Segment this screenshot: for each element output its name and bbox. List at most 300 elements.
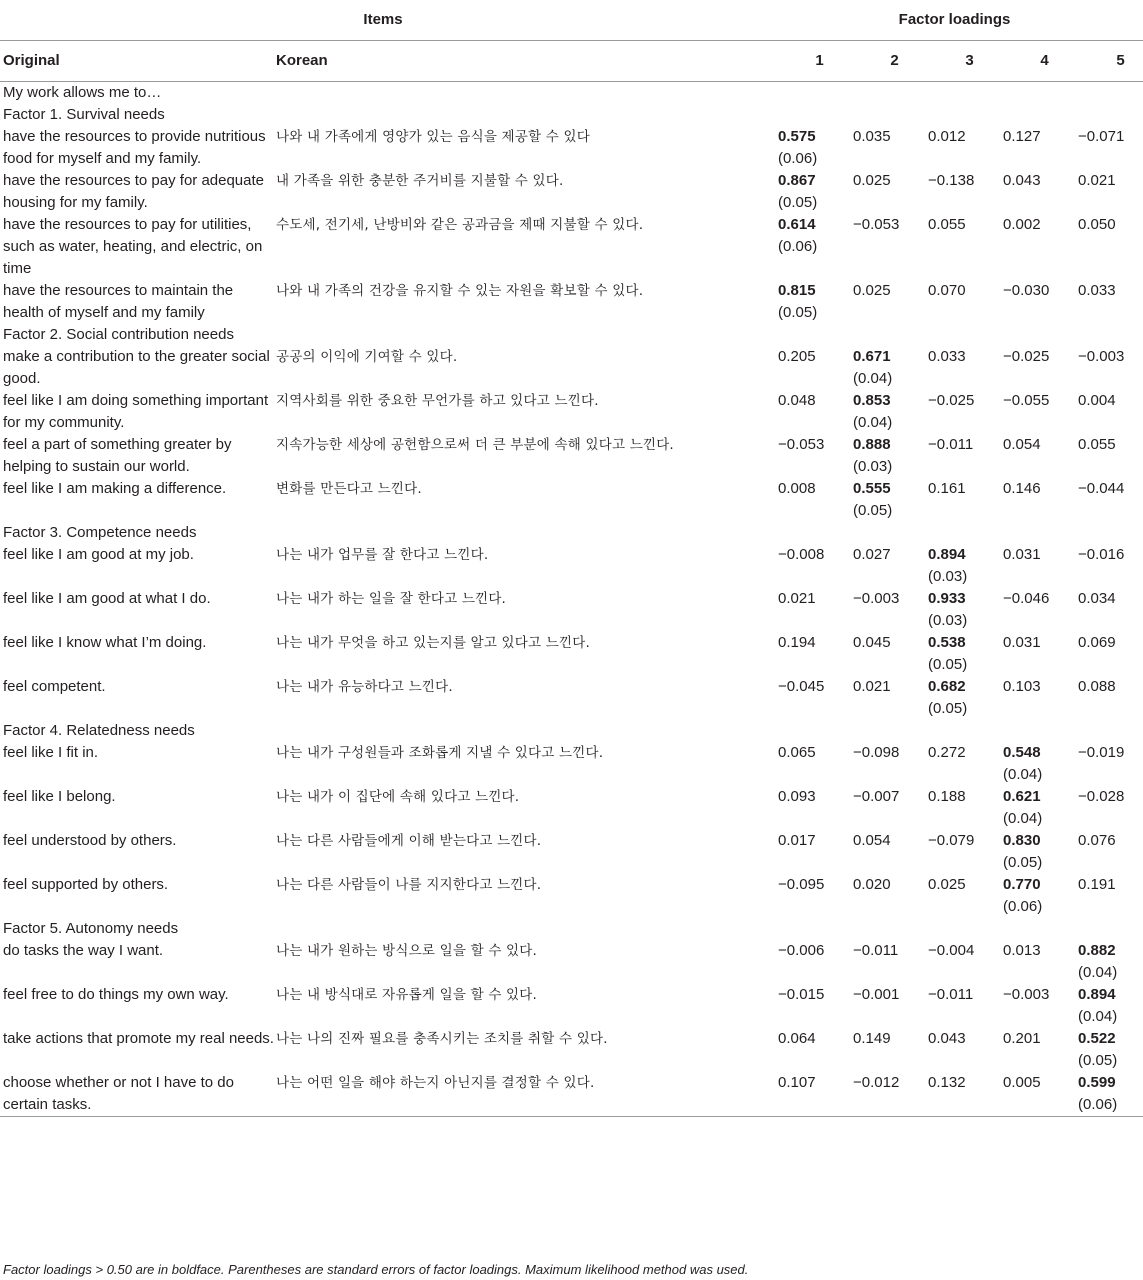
table-row [0, 984, 1143, 1028]
factor-loadings-header: Factor loadings [766, 0, 1143, 41]
loading-value: −0.011 [853, 942, 899, 959]
original-column-header: Original [0, 41, 276, 82]
header-row-groups [0, 0, 1143, 41]
loading-value: −0.025 [928, 392, 975, 409]
loading-cell-factor-5 [1066, 588, 1143, 632]
standard-error: (0.05) [928, 700, 968, 717]
loading-cell-factor-4 [991, 676, 1066, 720]
loading-cell-factor-5 [1066, 1028, 1143, 1072]
loading-cell-factor-2 [841, 786, 916, 830]
standard-error: (0.05) [1078, 1052, 1118, 1069]
loading-value: −0.071 [1078, 128, 1125, 145]
loading-value: −0.079 [928, 832, 975, 849]
korean-item-text: 나는 내가 업무를 잘 한다고 느낀다. [276, 547, 489, 563]
loading-cell-factor-4 [991, 346, 1066, 390]
loading-cell-factor-1 [766, 632, 841, 676]
loading-cell-factor-2 [841, 830, 916, 874]
loading-cell-factor-4 [991, 588, 1066, 632]
loading-cell-factor-3 [916, 126, 991, 170]
loading-value: −0.138 [928, 172, 975, 189]
factor-group-row [0, 522, 1143, 544]
loading-value: 0.132 [928, 1074, 966, 1091]
loading-value: −0.003 [1078, 348, 1125, 365]
loading-value-bold: 0.548 [1003, 744, 1041, 761]
loading-value: −0.015 [778, 986, 825, 1003]
loading-cell-factor-3 [916, 940, 991, 984]
loading-cell-factor-3 [916, 346, 991, 390]
standard-error: (0.06) [1003, 898, 1043, 915]
loading-cell-factor-1 [766, 874, 841, 918]
standard-error: (0.05) [778, 304, 818, 321]
korean-item-text: 나는 내가 유능하다고 느낀다. [276, 679, 453, 695]
loading-value: 0.031 [1003, 546, 1041, 563]
original-item-text: feel like I am doing something important for my community. [3, 392, 269, 431]
loading-cell-factor-1 [766, 1072, 841, 1117]
loading-value: −0.098 [853, 744, 900, 761]
loading-value: 0.055 [1078, 436, 1116, 453]
loading-value: 0.021 [853, 678, 891, 695]
korean-item-text: 나는 내가 구성원들과 조화롭게 지낼 수 있다고 느낀다. [276, 745, 604, 761]
loading-cell-factor-1 [766, 676, 841, 720]
loading-value: 0.127 [1003, 128, 1041, 145]
original-item-text: have the resources to maintain the health of myself and my family [3, 282, 234, 321]
loading-cell-factor-1 [766, 126, 841, 170]
loading-cell-factor-1 [766, 742, 841, 786]
original-item-text: feel understood by others. [3, 832, 177, 849]
standard-error: (0.04) [1003, 766, 1043, 783]
loading-value: 0.025 [928, 876, 966, 893]
korean-item-text: 지역사회를 위한 중요한 무언가를 하고 있다고 느낀다. [276, 393, 599, 409]
loading-cell-factor-2 [841, 544, 916, 588]
korean-item-text: 나는 내가 원하는 방식으로 일을 할 수 있다. [276, 943, 538, 959]
loading-value: 0.043 [928, 1030, 966, 1047]
loading-cell-factor-5 [1066, 874, 1143, 918]
loading-cell-factor-5 [1066, 478, 1143, 522]
loading-value: 0.027 [853, 546, 891, 563]
loading-cell-factor-4 [991, 940, 1066, 984]
original-item-text: feel like I am good at what I do. [3, 590, 211, 607]
korean-item-text: 나는 다른 사람들이 나를 지지한다고 느낀다. [276, 877, 542, 893]
table-row [0, 940, 1143, 984]
loading-value: 0.031 [1003, 634, 1041, 651]
standard-error: (0.04) [1078, 1008, 1118, 1025]
original-item-text: do tasks the way I want. [3, 942, 164, 959]
loading-cell-factor-3 [916, 280, 991, 324]
original-item-text: choose whether or not I have to do certain tasks. [0, 1072, 276, 1117]
loading-value: 0.161 [928, 480, 966, 497]
loading-cell-factor-1 [766, 940, 841, 984]
loading-value: −0.019 [1078, 744, 1125, 761]
table-row [0, 544, 1143, 588]
table-row [0, 830, 1143, 874]
loading-value: 0.048 [778, 392, 816, 409]
loading-cell-factor-5 [1066, 390, 1143, 434]
loading-value: 0.005 [1003, 1074, 1041, 1091]
loading-value-bold: 0.538 [928, 634, 966, 651]
loading-value: −0.045 [778, 678, 825, 695]
loading-value: 0.025 [853, 172, 891, 189]
standard-error: (0.03) [853, 458, 893, 475]
standard-error: (0.05) [928, 656, 968, 673]
loading-value-bold: 0.894 [928, 546, 966, 563]
loading-value: 0.008 [778, 480, 816, 497]
table-row [0, 874, 1143, 918]
loading-value: 0.021 [1078, 172, 1116, 189]
loading-value-bold: 0.815 [778, 282, 816, 299]
standard-error: (0.04) [853, 370, 893, 387]
loading-cell-factor-1 [766, 280, 841, 324]
loading-cell-factor-2 [841, 170, 916, 214]
loading-value: −0.008 [778, 546, 825, 563]
original-item-text: feel like I belong. [3, 788, 116, 805]
standard-error: (0.06) [778, 150, 818, 167]
table-row [0, 632, 1143, 676]
loading-value: 0.076 [1078, 832, 1116, 849]
loading-cell-factor-5 [1066, 940, 1143, 984]
loading-value: 0.013 [1003, 942, 1041, 959]
loading-cell-factor-1 [766, 434, 841, 478]
table-row [0, 478, 1143, 522]
loading-cell-factor-5 [1066, 170, 1143, 214]
loading-value: 0.272 [928, 744, 966, 761]
loading-value-bold: 0.770 [1003, 876, 1041, 893]
standard-error: (0.04) [853, 414, 893, 431]
loading-value-bold: 0.599 [1078, 1074, 1116, 1091]
original-item-text: feel like I fit in. [3, 744, 99, 761]
loading-cell-factor-4 [991, 478, 1066, 522]
factor-group-row [0, 324, 1143, 346]
loading-cell-factor-1 [766, 830, 841, 874]
standard-error: (0.05) [1003, 854, 1043, 871]
table-row [0, 390, 1143, 434]
loading-cell-factor-3 [916, 390, 991, 434]
loading-cell-factor-4 [991, 434, 1066, 478]
loading-cell-factor-5 [1066, 280, 1143, 324]
loading-cell-factor-3 [916, 170, 991, 214]
korean-item-text: 지속가능한 세상에 공헌함으로써 더 큰 부분에 속해 있다고 느낀다. [276, 437, 674, 453]
loading-value: 0.188 [928, 788, 966, 805]
table-row [0, 170, 1143, 214]
original-item-text: feel supported by others. [3, 876, 169, 893]
loading-cell-factor-5 [1066, 676, 1143, 720]
loading-value: −0.006 [778, 942, 825, 959]
loading-cell-factor-4 [991, 1028, 1066, 1072]
standard-error: (0.06) [778, 238, 818, 255]
loading-value: 0.093 [778, 788, 816, 805]
korean-item-text: 공공의 이익에 기여할 수 있다. [276, 349, 458, 365]
loading-value: 0.021 [778, 590, 816, 607]
factor-group-title: Factor 5. Autonomy needs [3, 920, 179, 937]
factor-group-row [0, 918, 1143, 940]
loading-cell-factor-1 [766, 170, 841, 214]
loading-cell-factor-5 [1066, 434, 1143, 478]
original-item-text: feel a part of something greater by helping to sustain our world. [3, 436, 232, 475]
loading-cell-factor-2 [841, 126, 916, 170]
loading-cell-factor-1 [766, 1028, 841, 1072]
loading-value: 0.194 [778, 634, 816, 651]
factor-group-title: Factor 1. Survival needs [3, 106, 165, 123]
loading-value: −0.003 [853, 590, 900, 607]
loading-cell-factor-5 [1066, 544, 1143, 588]
korean-item-text: 변화를 만든다고 느낀다. [276, 481, 422, 497]
loading-cell-factor-3 [916, 676, 991, 720]
loading-value: 0.191 [1078, 876, 1116, 893]
header-row-columns [0, 41, 1143, 82]
original-item-text: feel like I am making a difference. [3, 480, 227, 497]
loading-cell-factor-1 [766, 588, 841, 632]
loading-cell-factor-3 [916, 874, 991, 918]
loading-value: 0.004 [1078, 392, 1116, 409]
loading-cell-factor-2 [841, 984, 916, 1028]
loading-value: 0.054 [853, 832, 891, 849]
loading-value: 0.107 [778, 1074, 816, 1091]
korean-column-header: Korean [276, 41, 766, 82]
korean-item-text: 나는 어떤 일을 해야 하는지 아닌지를 결정할 수 있다. [276, 1072, 766, 1117]
loading-value-bold: 0.575 [778, 128, 816, 145]
table-row [0, 1072, 1143, 1117]
loading-value: 0.020 [853, 876, 891, 893]
loading-value: 0.025 [853, 282, 891, 299]
loading-value: −0.046 [1003, 590, 1050, 607]
loading-value: 0.043 [1003, 172, 1041, 189]
loading-cell-factor-3 [916, 830, 991, 874]
loading-cell-factor-2 [841, 346, 916, 390]
loading-value: 0.064 [778, 1030, 816, 1047]
loading-value: 0.035 [853, 128, 891, 145]
loading-value: −0.030 [1003, 282, 1050, 299]
loading-cell-factor-3 [916, 1028, 991, 1072]
table-row [0, 214, 1143, 280]
loading-value-bold: 0.614 [778, 216, 816, 233]
loading-cell-factor-3 [916, 478, 991, 522]
loading-cell-factor-1 [766, 544, 841, 588]
loading-cell-factor-3 [916, 786, 991, 830]
table-row [0, 346, 1143, 390]
loading-value: 0.002 [1003, 216, 1041, 233]
loading-value: −0.053 [853, 216, 900, 233]
factor-5-header: 5 [1066, 41, 1143, 82]
korean-item-text: 나와 내 가족의 건강을 유지할 수 있는 자원을 확보할 수 있다. [276, 283, 644, 299]
factor-group-row [0, 104, 1143, 126]
loading-cell-factor-5 [1066, 830, 1143, 874]
loading-value-bold: 0.894 [1078, 986, 1116, 1003]
original-item-text: have the resources to provide nutritious food for myself and my family. [3, 128, 266, 167]
original-item-text: feel competent. [3, 678, 106, 695]
table-row [0, 280, 1143, 324]
loading-cell-factor-2 [841, 742, 916, 786]
loading-cell-factor-4 [991, 544, 1066, 588]
loading-value-bold: 0.853 [853, 392, 891, 409]
loading-cell-factor-4 [991, 280, 1066, 324]
loading-cell-factor-2 [841, 390, 916, 434]
loading-value-bold: 0.867 [778, 172, 816, 189]
table-row [0, 786, 1143, 830]
loading-value: 0.045 [853, 634, 891, 651]
items-header: Items [0, 0, 766, 41]
loading-cell-factor-5 [1066, 632, 1143, 676]
loading-cell-factor-3 [916, 214, 991, 280]
loading-value: −0.003 [1003, 986, 1050, 1003]
loading-cell-factor-2 [841, 280, 916, 324]
loading-cell-factor-1 [766, 478, 841, 522]
loading-cell-factor-4 [991, 984, 1066, 1028]
loading-value: −0.053 [778, 436, 825, 453]
loading-cell-factor-2 [841, 434, 916, 478]
loading-value: −0.011 [928, 436, 974, 453]
factor-group-title: Factor 3. Competence needs [3, 524, 197, 541]
factor-group-title: Factor 2. Social contribution needs [3, 326, 234, 343]
korean-item-text: 나는 내가 무엇을 하고 있는지를 알고 있다고 느낀다. [276, 635, 590, 651]
loading-cell-factor-5 [1066, 126, 1143, 170]
loading-value-bold: 0.882 [1078, 942, 1116, 959]
original-item-text: have the resources to pay for utilities, such as water, heating, and electric, on time [3, 216, 263, 277]
loading-value-bold: 0.555 [853, 480, 891, 497]
loading-cell-factor-4 [991, 742, 1066, 786]
standard-error: (0.03) [928, 568, 968, 585]
standard-error: (0.04) [1078, 964, 1118, 981]
loading-cell-factor-2 [841, 478, 916, 522]
loading-cell-factor-5 [1066, 786, 1143, 830]
loading-value: 0.033 [928, 348, 966, 365]
loading-cell-factor-3 [916, 544, 991, 588]
loading-value: −0.028 [1078, 788, 1125, 805]
loading-cell-factor-5 [1066, 984, 1143, 1028]
loading-value: 0.054 [1003, 436, 1041, 453]
loading-cell-factor-3 [916, 434, 991, 478]
loading-value: 0.205 [778, 348, 816, 365]
standard-error: (0.06) [1078, 1096, 1118, 1113]
loading-cell-factor-3 [916, 1072, 991, 1117]
factor-2-header: 2 [841, 41, 916, 82]
factor-group-row [0, 720, 1143, 742]
loading-cell-factor-4 [991, 874, 1066, 918]
intro-text: My work allows me to… [3, 84, 162, 101]
korean-item-text: 수도세, 전기세, 난방비와 같은 공과금을 제때 지불할 수 있다. [276, 217, 644, 233]
loading-cell-factor-1 [766, 346, 841, 390]
loading-cell-factor-1 [766, 984, 841, 1028]
table-row [0, 434, 1143, 478]
loading-value: −0.004 [928, 942, 975, 959]
loading-value: 0.146 [1003, 480, 1041, 497]
loading-value: 0.055 [928, 216, 966, 233]
factor-3-header: 3 [916, 41, 991, 82]
loading-cell-factor-5 [1066, 742, 1143, 786]
original-item-text: make a contribution to the greater social good. [3, 348, 270, 387]
loading-cell-factor-2 [841, 588, 916, 632]
loading-cell-factor-4 [991, 126, 1066, 170]
table-row [0, 588, 1143, 632]
loading-cell-factor-2 [841, 940, 916, 984]
loading-cell-factor-5 [1066, 214, 1143, 280]
loading-value-bold: 0.682 [928, 678, 966, 695]
loading-cell-factor-2 [841, 874, 916, 918]
loading-value: −0.095 [778, 876, 825, 893]
loading-cell-factor-4 [991, 830, 1066, 874]
intro-row [0, 82, 1143, 105]
loading-cell-factor-4 [991, 786, 1066, 830]
loading-cell-factor-3 [916, 742, 991, 786]
table-row [0, 676, 1143, 720]
loading-cell-factor-3 [916, 588, 991, 632]
factor-1-header: 1 [766, 41, 841, 82]
loading-value: 0.103 [1003, 678, 1041, 695]
loading-cell-factor-2 [841, 1072, 916, 1117]
loading-cell-factor-1 [766, 214, 841, 280]
loading-cell-factor-4 [991, 1072, 1066, 1117]
factor-group-title: Factor 4. Relatedness needs [3, 722, 195, 739]
standard-error: (0.03) [928, 612, 968, 629]
loading-value: −0.007 [853, 788, 900, 805]
loading-value: 0.065 [778, 744, 816, 761]
loading-cell-factor-1 [766, 786, 841, 830]
loading-value: −0.055 [1003, 392, 1050, 409]
original-item-text: have the resources to pay for adequate housing for my family. [3, 172, 265, 211]
korean-item-text: 나는 내가 하는 일을 잘 한다고 느낀다. [276, 591, 507, 607]
table-row [0, 1028, 1143, 1072]
standard-error: (0.05) [778, 194, 818, 211]
loading-value: −0.044 [1078, 480, 1125, 497]
loading-value: −0.012 [853, 1074, 900, 1091]
loading-value: 0.070 [928, 282, 966, 299]
table-row [0, 742, 1143, 786]
korean-item-text: 내 가족을 위한 충분한 주거비를 지불할 수 있다. [276, 173, 564, 189]
korean-item-text: 나는 나의 진짜 필요를 충족시키는 조치를 취할 수 있다. [276, 1031, 608, 1047]
original-item-text: feel like I know what I’m doing. [3, 634, 207, 651]
loading-value-bold: 0.933 [928, 590, 966, 607]
loading-cell-factor-2 [841, 214, 916, 280]
loading-value: 0.050 [1078, 216, 1116, 233]
loading-cell-factor-3 [916, 632, 991, 676]
loading-value-bold: 0.671 [853, 348, 891, 365]
korean-item-text: 나는 내가 이 집단에 속해 있다고 느낀다. [276, 789, 520, 805]
table-row [0, 126, 1143, 170]
loading-value: 0.088 [1078, 678, 1116, 695]
loading-value: −0.025 [1003, 348, 1050, 365]
korean-item-text: 나와 내 가족에게 영양가 있는 음식을 제공할 수 있다 [276, 129, 590, 145]
loading-cell-factor-2 [841, 676, 916, 720]
loading-cell-factor-5 [1066, 1072, 1143, 1117]
original-item-text: feel like I am good at my job. [3, 546, 194, 563]
loading-value: 0.069 [1078, 634, 1116, 651]
loading-cell-factor-2 [841, 1028, 916, 1072]
loading-value: −0.001 [853, 986, 900, 1003]
loading-cell-factor-4 [991, 390, 1066, 434]
loading-cell-factor-2 [841, 632, 916, 676]
loading-cell-factor-5 [1066, 346, 1143, 390]
loading-value: −0.016 [1078, 546, 1125, 563]
standard-error: (0.04) [1003, 810, 1043, 827]
loading-value: 0.012 [928, 128, 966, 145]
loading-cell-factor-3 [916, 984, 991, 1028]
original-item-text: feel free to do things my own way. [3, 986, 229, 1003]
loading-value-bold: 0.830 [1003, 832, 1041, 849]
loading-cell-factor-4 [991, 632, 1066, 676]
korean-item-text: 나는 내 방식대로 자유롭게 일을 할 수 있다. [276, 987, 538, 1003]
loading-cell-factor-1 [766, 390, 841, 434]
original-item-text: take actions that promote my real needs. [3, 1030, 274, 1047]
factor-4-header: 4 [991, 41, 1066, 82]
standard-error: (0.05) [853, 502, 893, 519]
loading-value: 0.201 [1003, 1030, 1041, 1047]
loading-value: 0.034 [1078, 590, 1116, 607]
loading-value: 0.033 [1078, 282, 1116, 299]
loading-cell-factor-4 [991, 170, 1066, 214]
loading-value: 0.149 [853, 1030, 891, 1047]
table-footnote: Factor loadings > 0.50 are in boldface. Parentheses are standard errors of factor loadings. Maximum likelihood method was used. [3, 1262, 749, 1277]
loading-value: 0.017 [778, 832, 816, 849]
loading-value-bold: 0.621 [1003, 788, 1041, 805]
loading-cell-factor-4 [991, 214, 1066, 280]
